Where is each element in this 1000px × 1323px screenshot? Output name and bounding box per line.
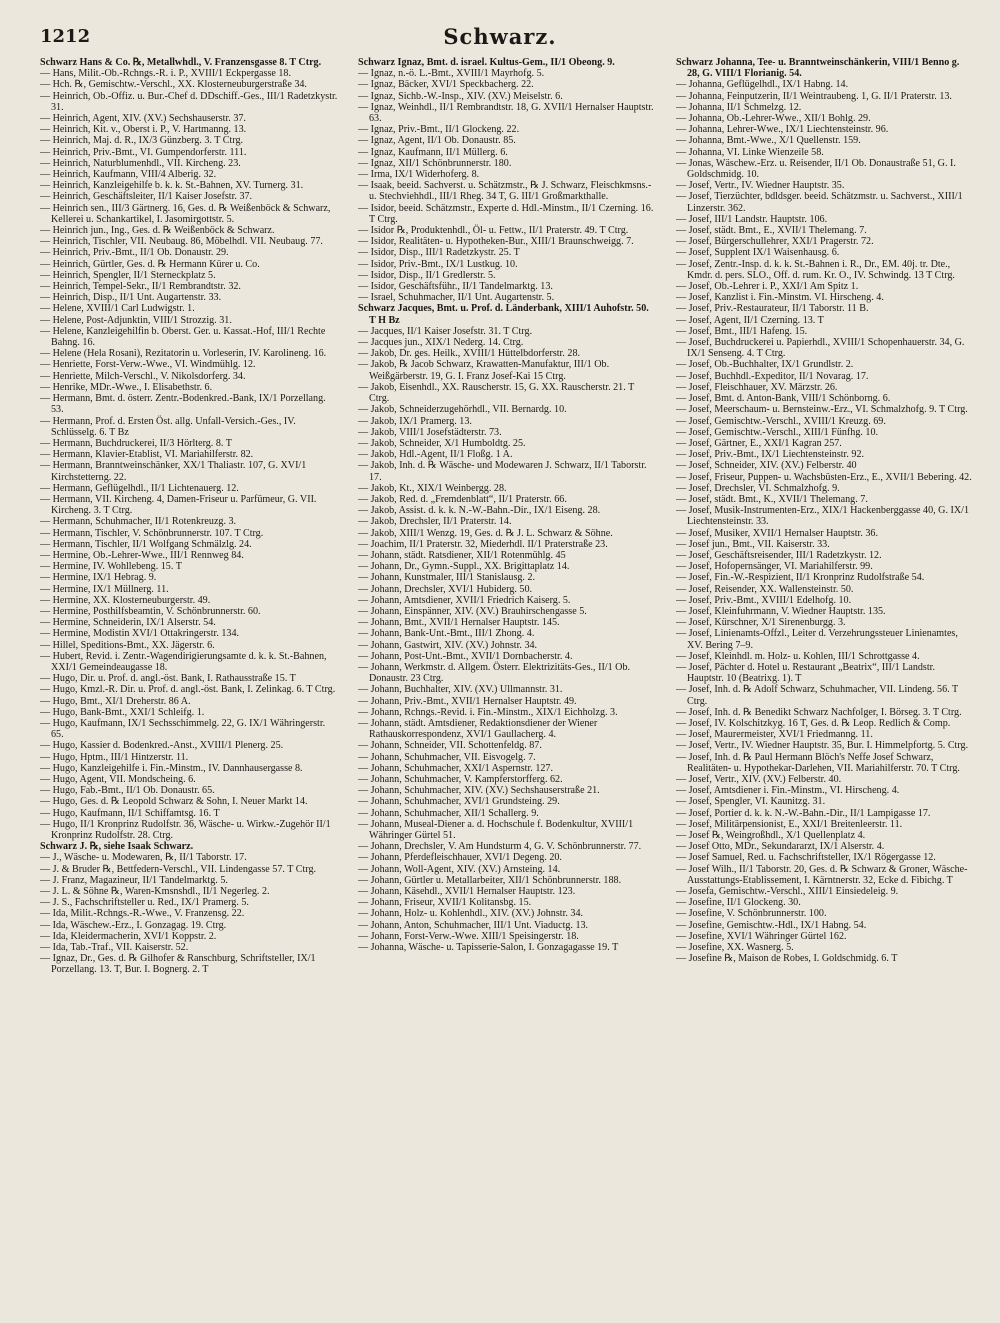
directory-entry: — Ignaz, Kaufmann, II/1 Müllerg. 6. xyxy=(358,146,508,158)
directory-entry: — Josef, Spengler, VI. Kaunitzg. 31. xyxy=(676,796,826,808)
directory-entry: — Josef ℞, Weingroßhdl., X/1 Quellenplatz 4. xyxy=(676,830,866,842)
directory-entry: — Hermann, Branntweinschänker, XX/1 Thaliastr. 107, G. XVI/1 Kirchstetterng. 22. xyxy=(40,460,307,483)
directory-entry: — Hermann, Tischler, V. Schönbrunnerstr. 107. T Ctrg. xyxy=(40,527,264,539)
directory-entry: — Josef, Bmt., III/1 Hafeng. 15. xyxy=(676,325,808,337)
directory-entry: — Heinrich, Geschäftsleiter, II/1 Kaiser Josefstr. 37. xyxy=(40,191,253,203)
directory-entry: — Hermann, Tischler, II/1 Wolfgang Schmälzlg. 24. xyxy=(40,538,252,550)
directory-entry: — Henriette, Milch-Verschl., V. Nikolsdorferg. 34. xyxy=(40,370,246,382)
directory-entry: — Israel, Schuhmacher, II/1 Unt. Augartenstr. 5. xyxy=(358,292,555,304)
directory-entry: — Ignaz, Agent, II/1 Ob. Donaustr. 85. xyxy=(358,135,516,147)
directory-entry: — Josef, Friseur, Puppen- u. Wachsbüsten-Erz., E., XVII/1 Bebering. 42. xyxy=(676,471,972,483)
directory-entry: — Jonas, Wäschew.-Erz. u. Reisender, II/1 Ob. Donaustraße 51, G. I. Goldschmidg. 10. xyxy=(676,157,956,181)
directory-column-2 xyxy=(358,57,656,1307)
directory-entry: — Josef, Kleinfuhrmann, V. Wiedner Hauptstr. 135. xyxy=(676,605,886,617)
directory-entry: — Josef, Buchhdl.-Expeditor, II/1 Novarag. 17. xyxy=(676,370,869,382)
directory-entry: — Hermann, Klavier-Etablist, VI. Mariahilferstr. 82. xyxy=(40,449,254,461)
directory-entry: — Josef, Pächter d. Hotel u. Restaurant „Beatrix“, III/1 Landstr. Hauptstr. 10 (Beatrixg. 1). T xyxy=(676,661,935,685)
directory-entry: — Hermine, XX. Klosterneuburgerstr. 49. xyxy=(40,594,211,606)
directory-entry: — Josef, Bmt. d. Anton-Bank, VIII/1 Schönborng. 6. xyxy=(676,393,891,405)
directory-entry: — Josef, Militärpensionist, E., XXI/1 Breitenleerstr. 11. xyxy=(676,818,903,830)
directory-entry: — Johann, Pferdefleischhauer, XVI/1 Degeng. 20. xyxy=(358,852,562,864)
directory-entry: — Josef jun., Bmt., VII. Kaiserstr. 33. xyxy=(676,538,830,550)
directory-entry: — Jakob, ℞ Jacob Schwarz, Krawatten-Manufaktur, III/1 Ob. Weißgärberstr. 19, G. I. Franz Josef-Kai 15 Ctrg. xyxy=(358,359,610,382)
directory-entry: — Josef, Fin.-W.-Respizient, II/1 Kronprinz Rudolfstraße 54. xyxy=(676,572,925,584)
directory-entry: — Hermine, Schneiderin, IX/1 Alserstr. 54. xyxy=(40,617,216,629)
directory-entry: — Johann, städt. Amtsdiener, Redaktionsdiener der Wiener Rathauskorrespondenz, XVI/1 Gaullacherg. 4. xyxy=(358,717,598,741)
directory-entry: — Hermann, Bmt. d. österr. Zentr.-Bodenkred.-Bank, IX/1 Porzellang. 53. xyxy=(40,393,326,416)
directory-entry: — Johanna, Lehrer-Wwe., IX/1 Liechtensteinstr. 96. xyxy=(676,124,889,136)
directory-entry: — Johanna, Ob.-Lehrer-Wwe., XII/1 Bohlg. 29. xyxy=(676,113,871,125)
directory-entry: — Ignaz, Bäcker, XVI/1 Speckbacherg. 22. xyxy=(358,79,534,91)
directory-entry: — Johann, Schuhmacher, XIV. (XV.) Sechshauserstraße 21. xyxy=(358,785,600,797)
directory-entry: — Jakob, Drechsler, II/1 Praterstr. 14. xyxy=(358,516,512,528)
directory-entry: — Johann, Bmt., XVII/1 Hernalser Hauptstr. 145. xyxy=(358,617,560,629)
directory-entry: — Josef, Maurermeister, XVI/1 Friedmanng. 11. xyxy=(676,729,873,741)
directory-entry: — Johanna, II/1 Schmelzg. 12. xyxy=(676,101,802,113)
directory-entry: — Ida, Tab.-Traf., VII. Kaiserstr. 52. xyxy=(40,942,189,954)
directory-entry: — Johann, Schuhmacher, XVI/1 Grundsteing. 29. xyxy=(358,796,560,808)
page-header xyxy=(40,24,960,52)
directory-entry: — Heinrich, Tempel-Sekr., II/1 Rembrandtstr. 32. xyxy=(40,281,241,293)
directory-entry: — Johann, Bank-Unt.-Bmt., III/1 Zhong. 4. xyxy=(358,628,535,640)
directory-entry: — Josef, Supplent IX/1 Waisenhausg. 6. xyxy=(676,247,840,259)
directory-entry: — Isidor, beeid. Schätzmstr., Experte d. Hdl.-Minstm., II/1 Czerning. 16. T Ctrg. xyxy=(358,202,654,225)
directory-column-1 xyxy=(40,57,338,1307)
directory-entry: — Johann, Gürtler u. Metallarbeiter, XII/1 Schönbrunnerstr. 188. xyxy=(358,874,622,886)
directory-entry: — Johann, Buchhalter, XIV. (XV.) Ullmannstr. 31. xyxy=(358,684,563,696)
directory-entry: — Josef, Geschäftsreisender, III/1 Radetzkystr. 12. xyxy=(676,549,882,561)
directory-entry: — Hans, Milit.-Ob.-Rchngs.-R. i. P., XVIII/1 Eckpergasse 18. xyxy=(40,68,292,80)
directory-entry: — Jakob, Eisenhdl., XX. Rauscherstr. 15, G. XX. Rauscherstr. 21. T Ctrg. xyxy=(358,381,635,405)
directory-entry: — Josefine, Gemischtw.-Hdl., IX/1 Habng. 54. xyxy=(676,919,867,931)
directory-entry: — Hugo, Dir. u. Prof. d. angl.-öst. Bank, I. Rathausstraße 15. T xyxy=(40,673,296,685)
directory-entry: — Josefa, Gemischtw.-Verschl., XIII/1 Einsiedeleig. 9. xyxy=(676,886,899,898)
directory-entry: — Hermann, Schuhmacher, II/1 Rotenkreuzg. 3. xyxy=(40,516,237,528)
directory-entry: — Josef, IV. Kolschitzkyg. 16 T, Ges. d. ℞ Leop. Redlich & Comp. xyxy=(676,717,951,729)
directory-entry: — Hugo, II/1 Kronprinz Rudolfstr. 36, Wäsche- u. Wirkw.-Zugehör II/1 Kronprinz Rudolfstr. 28. Ctrg. xyxy=(40,818,331,842)
directory-entry: — Josef, Hofopernsänger, VI. Mariahilferstr. 99. xyxy=(676,561,873,573)
directory-entry: — Johanna, Geflügelhdl., IX/1 Habng. 14. xyxy=(676,79,849,91)
directory-entry: — J. Franz, Magazineur, II/1 Tandelmarktg. 5. xyxy=(40,874,228,886)
directory-entry: — Johann, Kunstmaler, III/1 Stanislausg. 2. xyxy=(358,572,536,584)
directory-entry: — Johann, Dr., Gymn.-Suppl., XX. Brigittaplatz 14. xyxy=(358,561,570,573)
directory-entry: — J. & Bruder ℞, Bettfedern-Verschl., VII. Lindengasse 57. T Ctrg. xyxy=(40,863,317,875)
directory-entry: — Hugo, Kassier d. Bodenkred.-Anst., XVIII/1 Plenerg. 25. xyxy=(40,740,284,752)
directory-entry: — Josef, Kleinhdl. m. Holz- u. Kohlen, III/1 Schrottgasse 4. xyxy=(676,650,920,662)
directory-entry: — Helene, XVIII/1 Carl Ludwigstr. 1. xyxy=(40,303,195,315)
directory-entry: — Josef, III/1 Landstr. Hauptstr. 106. xyxy=(676,213,828,225)
directory-entry: — Johanna, Bmt.-Wwe., X/1 Quellenstr. 159. xyxy=(676,135,861,147)
directory-entry: — Ignaz, n.-ö. L.-Bmt., XVIII/1 Mayrhofg. 5. xyxy=(358,68,545,80)
directory-entry: — Josef, Buchdruckerei u. Papierhdl., XVIII/1 Schopenhauerstr. 34, G. IX/1 Senseng. 4. T Ctrg. xyxy=(676,337,965,360)
directory-entry: — Jakob, Red. d. „Fremdenblatt“, II/1 Praterstr. 66. xyxy=(358,493,567,505)
directory-entry: — Johann, Museal-Diener a. d. Hochschule f. Bodenkultur, XVIII/1 Währinger Gürtel 51. xyxy=(358,818,634,842)
directory-entry: — Heinrich, Tischler, VII. Neubaug. 86, Möbelhdl. VII. Neubaug. 77. xyxy=(40,236,323,248)
directory-entry: — Isidor, Disp., II/1 Gredlerstr. 5. xyxy=(358,269,496,281)
directory-entry: — Josef, Portier d. k. k. N.-W.-Bahn.-Dir., II/1 Lampigasse 17. xyxy=(676,807,931,819)
directory-entry: — Josef, Vertr., IV. Wiedner Hauptstr. 35, Bur. I. Himmelpfortg. 5. Ctrg. xyxy=(676,740,969,752)
directory-entry: — Hugo, Bank-Bmt., XXI/1 Schleifg. 1. xyxy=(40,706,205,718)
directory-entry: — Johann, Schuhmacher, V. Kampferstorfferg. 62. xyxy=(358,774,563,785)
directory-entry: — Heinrich, Naturblumenhdl., VII. Kircheng. 23. xyxy=(40,157,241,169)
directory-entry: — Josef, Musik-Instrumenten-Erz., XIX/1 Hackenberggasse 40, G. IX/1 Liechtensteinstr. 33. xyxy=(676,505,970,528)
directory-entry: — Hermine, Posthilfsbeamtin, V. Schönbrunnerstr. 60. xyxy=(40,605,261,617)
directory-entry: — Irma, IX/1 Widerhoferg. 8. xyxy=(358,169,480,181)
directory-entry: — Josef, Kürschner, X/1 Sirenenburgg. 3. xyxy=(676,617,846,629)
directory-entry: — J., Wäsche- u. Modewaren, ℞, II/1 Taborstr. 17. xyxy=(40,852,247,864)
directory-entry: — Hermann, Buchdruckerei, II/3 Hörlterg. 8. T xyxy=(40,437,232,449)
directory-entry: — Josef, Bürgerschullehrer, XXI/1 Pragerstr. 72. xyxy=(676,236,874,248)
directory-columns xyxy=(40,57,975,1307)
directory-entry: — Helene (Hela Rosani), Rezitatorin u. Vorleserin, IV. Karolineng. 16. xyxy=(40,348,327,360)
directory-entry: — Jakob, Hdl.-Agent, II/1 Floßg. 1 A. xyxy=(358,449,513,461)
directory-entry: — Heinrich, Agent, XIV. (XV.) Sechshauserstr. 37. xyxy=(40,113,246,125)
directory-entry: — Johann, Gastwirt, XIV. (XV.) Johnstr. 34. xyxy=(358,639,538,651)
directory-entry: — Johann, Anton, Schuhmacher, III/1 Unt. Viaductg. 13. xyxy=(358,919,589,931)
directory-entry: — Josef Samuel, Red. u. Fachschriftsteller, IX/1 Rögergasse 12. xyxy=(676,852,936,864)
directory-entry: — Hugo, Kmzl.-R. Dir. u. Prof. d. angl.-öst. Bank, I. Zelinkag. 6. T Ctrg. xyxy=(40,684,336,696)
directory-entry: — Johann, Forst-Verw.-Wwe. XIII/1 Speisingerstr. 18. xyxy=(358,930,579,942)
directory-entry: — Josef, Vertr., IV. Wiedner Hauptstr. 35. xyxy=(676,180,845,192)
page-number: 1212 xyxy=(40,26,91,47)
directory-entry: — Ignaz, Weinhdl., II/1 Rembrandtstr. 18, G. XVII/1 Hernalser Hauptstr. 63. xyxy=(358,101,654,125)
directory-entry: — Helene, Kanzleigehilfin b. Oberst. Ger. u. Kassat.-Hof, III/1 Rechte Bahng. 16. xyxy=(40,325,326,349)
directory-entry: — Josef, Vertr., XIV. (XV.) Felberstr. 40. xyxy=(676,774,842,785)
directory-entry: — Josef, Priv.-Bmt., XVIII/1 Edelhofg. 10. xyxy=(676,594,852,606)
directory-entry: — Johann, Priv.-Bmt., XVII/1 Hernalser Hauptstr. 49. xyxy=(358,695,577,707)
directory-entry: — Ignaz, Sichb.-W.-Insp., XIV. (XV.) Meiselstr. 6. xyxy=(358,90,563,102)
directory-entry: Schwarz Jacques, Bmt. u. Prof. d. Länderbank, XIII/1 Auhofstr. 50. T H Bz xyxy=(358,303,649,326)
directory-column-3 xyxy=(676,57,974,1307)
directory-entry: — Josef Wilh., II/1 Taborstr. 20, Ges. d. ℞ Schwarz & Groner, Wäsche-Ausstattungs-Etablissement, I. Kärntnerstr. 32, Ecke d. Fibichg. T xyxy=(676,863,968,886)
directory-entry: — Josef, Gärtner, E., XXI/1 Kagran 257. xyxy=(676,437,842,449)
directory-entry: — Johann, Drechsler, V. Am Hundsturm 4, G. V. Schönbrunnerstr. 77. xyxy=(358,841,642,853)
directory-entry: — Johann, Woll-Agent, XIV. (XV.) Arnsteing. 14. xyxy=(358,863,561,875)
directory-entry: — Heinrich, Priv.-Bmt., II/1 Ob. Donaustr. 29. xyxy=(40,247,229,259)
directory-entry: — Hch. ℞, Gemischtw.-Verschl., XX. Klosterneuburgerstraße 34. xyxy=(40,79,307,91)
directory-entry: — Heinrich jun., Ing., Ges. d. ℞ Weißenböck & Schwarz. xyxy=(40,225,275,237)
directory-entry: — Hugo, Kaufmann, IX/1 Sechsschimmelg. 22, G. IX/1 Währingerstr. 65. xyxy=(40,717,326,741)
directory-entry: — Johann, Rchngs.-Revid. i. Fin.-Minstm., XIX/1 Eichholzg. 3. xyxy=(358,706,618,718)
directory-entry: — Isaak, beeid. Sachverst. u. Schätzmstr., ℞ J. Schwarz, Fleischkmsns.- u. Stechviehhdl., III/1 Rheg. 34 T, G. III/1 Großmarkthalle. xyxy=(358,180,652,203)
directory-entry: — Josef, Tierzüchter, bdldsger. beeid. Schätzmstr. u. Sachverst., XIII/1 Linzerstr. 362. xyxy=(676,191,963,214)
directory-entry: — Ida, Milit.-Rchngs.-R.-Wwe., V. Franzensg. 22. xyxy=(40,908,245,920)
directory-entry: — Hugo, Kanzleigehilfe i. Fin.-Minstm., IV. Dannhausergasse 8. xyxy=(40,762,303,774)
directory-entry: — Hugo, Bmt., XI/1 Dreherstr. 86 A. xyxy=(40,695,191,707)
directory-entry: — Jakob, XIII/1 Wenzg. 19, Ges. d. ℞ J. L. Schwarz & Söhne. xyxy=(358,527,613,539)
directory-entry: — Josef, Agent, II/1 Czerning. 13. T xyxy=(676,314,824,326)
directory-entry: — Henriette, Forst-Verw.-Wwe., VI. Windmühlg. 12. xyxy=(40,359,256,371)
directory-entry: — Josef, Schneider, XIV. (XV.) Felberstr. 40 xyxy=(676,460,857,472)
directory-entry: — Josef, Inh. d. ℞ Paul Hermann Blöch's Neffe Josef Schwarz, Realitäten- u. Hypothekar-Darlehen, VII. Mariahilferstr. 70. T Ctrg. xyxy=(676,751,960,774)
directory-entry: — Isidor, Disp., III/1 Radetzkystr. 25. T xyxy=(358,247,520,259)
directory-entry: — J. S., Fachschriftsteller u. Red., IX/1 Pramerg. 5. xyxy=(40,897,249,909)
directory-entry: — Isidor, Realitäten- u. Hypotheken-Bur., XIII/1 Braunschweigg. 7. xyxy=(358,236,634,248)
directory-entry: — Hermann, Geflügelhdl., II/1 Lichtenauerg. 12. xyxy=(40,482,239,494)
directory-entry: — Josef, Priv.-Restaurateur, II/1 Taborstr. 11 B. xyxy=(676,303,869,315)
directory-entry: — Heinrich, Kit. v., Oberst i. P., V. Hartmanng. 13. xyxy=(40,124,247,136)
directory-entry: — Ignaz, Priv.-Bmt., II/1 Glockeng. 22. xyxy=(358,124,520,136)
directory-entry: — Heinrich, Kanzleigehilfe b. k. k. St.-Bahnen, XV. Turnerg. 31. xyxy=(40,180,304,192)
directory-entry: — Isidor, Priv.-Bmt., IX/1 Lustkug. 10. xyxy=(358,258,518,270)
directory-entry: — Johann, Holz- u. Kohlenhdl., XIV. (XV.) Johnstr. 34. xyxy=(358,908,584,920)
directory-entry: — Hugo, Agent, VII. Mondscheing. 6. xyxy=(40,774,196,785)
directory-entry: — Josef, Meerschaum- u. Bernsteinw.-Erz., VI. Schmalzhofg. 9. T Ctrg. xyxy=(676,404,968,416)
directory-entry: — Ignaz, Dr., Ges. d. ℞ Gilhofer & Ranschburg, Schriftsteller, IX/1 Porzellang. 13. T, Bur. I. Bognerg. 2. T xyxy=(40,953,316,976)
directory-entry: — Josef, Gemischtw.-Verschl., XIII/1 Fünfhg. 10. xyxy=(676,426,879,438)
directory-entry: — Josef, städt. Bmt., K., XVII/1 Thelemang. 7. xyxy=(676,493,868,505)
directory-entry: — Josefine, XX. Wasnerg. 5. xyxy=(676,942,794,954)
directory-entry: Schwarz Hans & Co. ℞, Metallwhdl., V. Franzensgasse 8. T Ctrg. xyxy=(40,57,322,68)
directory-entry: — Hillel, Speditions-Bmt., XX. Jägerstr. 6. xyxy=(40,639,215,651)
directory-entry: — Johann, Schuhmacher, XXI/1 Aspernstr. 127. xyxy=(358,762,553,774)
directory-entry: — Helene, Post-Adjunktin, VIII/1 Strozzig. 31. xyxy=(40,314,232,326)
directory-entry: — Hermine, IX/1 Hebrag. 9. xyxy=(40,572,157,584)
directory-entry: Schwarz Ignaz, Bmt. d. israel. Kultus-Gem., II/1 Obeong. 9. xyxy=(358,57,615,68)
directory-entry: — Johann, Schneider, VII. Schottenfeldg. 87. xyxy=(358,740,542,752)
directory-entry: — Josef, Inh. d. ℞ Benedikt Schwarz Nachfolger, I. Börseg. 3. T Ctrg. xyxy=(676,706,962,718)
directory-entry: — Heinrich, Gürtler, Ges. d. ℞ Hermann Kürer u. Co. xyxy=(40,258,260,270)
directory-entry: — Josef, Ob.-Buchhalter, IX/1 Grundlstr. 2. xyxy=(676,359,854,371)
directory-entry: — Johann, städt. Ratsdiener, XII/1 Rotenmühlg. 45 xyxy=(358,549,566,561)
directory-entry: — Joachim, II/1 Praterstr. 32, Miederhdl. II/1 Praterstraße 23. xyxy=(358,538,608,550)
directory-entry: — Johanna, Feinputzerin, II/1 Weintraubeng. 1, G. II/1 Praterstr. 13. xyxy=(676,90,952,102)
directory-entry: — Josef, Drechsler, VI. Schmalzhofg. 9. xyxy=(676,482,840,494)
directory-entry: — Jakob, Schneider, X/1 Humboldtg. 25. xyxy=(358,437,526,449)
directory-entry: — Josef, Priv.-Bmt., IX/1 Liechtensteinstr. 92. xyxy=(676,449,865,461)
directory-entry: — Josef, Kanzlist i. Fin.-Minstm. VI. Hirscheng. 4. xyxy=(676,292,884,304)
directory-entry: — Ignaz, XII/1 Schönbrunnerstr. 180. xyxy=(358,157,512,169)
directory-entry: — Josefine, XVI/1 Währinger Gürtel 162. xyxy=(676,930,847,942)
directory-entry: — Jakob, Kt., XIX/1 Weinbergg. 28. xyxy=(358,482,507,494)
directory-entry: — Johann, Amtsdiener, XVII/1 Friedrich Kaiserg. 5. xyxy=(358,594,571,606)
directory-entry: — Johann, Einspänner, XIV. (XV.) Brauhirschengasse 5. xyxy=(358,605,587,617)
directory-entry: — Josef, städt. Bmt., E., XVII/1 Thelemang. 7. xyxy=(676,225,867,237)
directory-entry: — Hugo, Hptm., III/1 Hintzerstr. 11. xyxy=(40,751,189,763)
directory-entry: — Isidor, Geschäftsführ., II/1 Tandelmarktg. 13. xyxy=(358,281,553,293)
directory-entry: — Jakob, VIII/1 Josefstädterstr. 73. xyxy=(358,426,502,438)
directory-entry: — Johanna, Wäsche- u. Tapisserie-Salon, I. Gonzagagasse 19. T xyxy=(358,942,619,954)
directory-entry: Schwarz J. ℞, siehe Isaak Schwarz. xyxy=(40,841,194,853)
directory-entry: — Josef, Fleischhauer, XV. Märzstr. 26. xyxy=(676,381,838,393)
directory-entry: — Johanna, VI. Linke Wienzeile 58. xyxy=(676,146,824,158)
directory-entry: — J. L. & Söhne ℞, Waren-Kmsnshdl., II/1 Negerleg. 2. xyxy=(40,886,270,898)
directory-entry: — Hermine, IX/1 Müllnerg. 11. xyxy=(40,583,169,595)
directory-entry: — Hermine, Modistin XVI/1 Ottakringerstr. 134. xyxy=(40,628,240,640)
directory-entry: — Johann, Drechsler, XVI/1 Hubiderg. 50. xyxy=(358,583,533,595)
directory-entry: — Josefine, V. Schönbrunnerstr. 100. xyxy=(676,908,827,920)
directory-entry: — Johann, Schuhmacher, XII/1 Schallerg. 9. xyxy=(358,807,539,819)
directory-entry: — Heinrich, Maj. d. R., IX/3 Günzberg. 3. T Ctrg. xyxy=(40,135,244,147)
directory-entry: — Josef, Gemischtw.-Verschl., XVIII/1 Kreuzg. 69. xyxy=(676,415,886,427)
directory-entry: — Josef, Musiker, XVII/1 Hernalser Hauptstr. 36. xyxy=(676,527,878,539)
directory-entry: — Josef, Amtsdiener i. Fin.-Minstm., VI. Hirscheng. 4. xyxy=(676,785,900,797)
directory-entry: — Johann, Werkmstr. d. Allgem. Österr. Elektrizitäts-Ges., II/1 Ob. Donaustr. 23 Ctrg. xyxy=(358,661,631,685)
directory-entry: — Heinrich, Priv.-Bmt., VI. Gumpendorferstr. 111. xyxy=(40,146,247,158)
directory-entry: — Hugo, Kaufmann, II/1 Schiffamtsg. 16. T xyxy=(40,807,220,819)
directory-entry: — Isidor ℞, Produktenhdl., Öl- u. Fettw., II/1 Praterstr. 49. T Ctrg. xyxy=(358,225,629,237)
directory-entry: — Heinrich, Spengler, II/1 Sterneckplatz 5. xyxy=(40,269,216,281)
directory-entry: — Johann, Friseur, XVII/1 Kolitansbg. 15. xyxy=(358,897,532,909)
directory-entry: — Jakob, Inh. d. ℞ Wäsche- und Modewaren J. Schwarz, II/1 Taborstr. 17. xyxy=(358,460,647,483)
directory-entry: — Jakob, Schneiderzugehörhdl., VII. Bernardg. 10. xyxy=(358,404,567,416)
directory-entry: — Johann, Post-Unt.-Bmt., XVII/1 Dornbacherstr. 4. xyxy=(358,650,573,662)
directory-entry: — Josef Otto, MDr., Sekundararzt, IX/1 Alserstr. 4. xyxy=(676,841,885,853)
directory-entry: — Jakob, IX/1 Pramerg. 13. xyxy=(358,415,472,427)
directory-entry: — Heinrich, Disp., II/1 Unt. Augartenstr. 33. xyxy=(40,292,222,304)
page-title: Schwarz. xyxy=(443,24,557,49)
directory-entry: — Hermine, Ob.-Lehrer-Wwe., III/1 Rennweg 84. xyxy=(40,549,244,561)
directory-entry: — Heinrich, Kaufmann, VIII/4 Alberig. 32. xyxy=(40,169,217,181)
directory-entry: — Josef, Inh. d. ℞ Adolf Schwarz, Schuhmacher, VII. Lindeng. 56. T Ctrg. xyxy=(676,684,958,707)
directory-entry: — Josef, Reisender, XX. Wallensteinstr. 50. xyxy=(676,583,854,595)
directory-entry: — Jacques, II/1 Kaiser Josefstr. 31. T Ctrg. xyxy=(358,325,533,337)
directory-entry: — Ida, Wäschew.-Erz., I. Gonzagag. 19. Ctrg. xyxy=(40,919,227,931)
directory-entry: — Hermann, Prof. d. Ersten Öst. allg. Unfall-Versich.-Ges., IV. Schlüsselg. 6. T Bz xyxy=(40,415,296,438)
directory-entry: Schwarz Johanna, Tee- u. Branntweinschänkerin, VIII/1 Benno g. 28, G. VIII/1 Florianig. 54. xyxy=(676,57,960,80)
directory-entry: — Jakob, Dr. ges. Heilk., XVIII/1 Hüttelbdorferstr. 28. xyxy=(358,348,581,360)
directory-entry: — Jakob, Assist. d. k. k. N.-W.-Bahn.-Dir., IX/1 Eiseng. 28. xyxy=(358,505,601,517)
directory-entry: — Heinrich, Ob.-Offiz. u. Bur.-Chef d. DDschiff.-Ges., III/1 Radetzkystr. 31. xyxy=(40,90,338,113)
directory-entry: — Johann, Schuhmacher, VII. Eisvogelg. 7. xyxy=(358,751,536,763)
directory-entry: — Josef, Ob.-Lehrer i. P., XXI/1 Am Spitz 1. xyxy=(676,281,859,293)
directory-entry: — Heinrich sen., III/3 Gärtnerg. 16, Ges. d. ℞ Weißenböck & Schwarz, Kellerei u. Schankartikel, I. Jasomirgottstr. 5. xyxy=(40,202,331,225)
directory-entry: — Johann, Käsehdl., XVII/1 Hernalser Hauptstr. 123. xyxy=(358,886,576,898)
directory-entry: — Hugo, Fab.-Bmt., II/1 Ob. Donaustr. 65. xyxy=(40,785,215,797)
directory-entry: — Josefine, II/1 Glockeng. 30. xyxy=(676,897,801,909)
directory-entry: — Ida, Kleidermacherin, XVI/1 Koppstr. 2. xyxy=(40,930,217,942)
directory-entry: — Henrike, MDr.-Wwe., I. Elisabethstr. 6. xyxy=(40,381,213,393)
directory-entry: — Jacques jun., XIX/1 Nederg. 14. Ctrg. xyxy=(358,337,524,349)
directory-entry: — Hermine, IV. Wohllebeng. 15. T xyxy=(40,561,182,573)
directory-entry: — Josef, Linienamts-Offzl., Leiter d. Verzehrungssteuer Linienamtes, XV. Bering 7–9. xyxy=(676,628,958,651)
directory-entry: — Josef, Zentr.-Insp. d. k. k. St.-Bahnen i. R., Dr., EM. 40j. tr. Dte., Kmdr. d. pers. SLO., Off. d. rum. Kr. O., IV. Schwindg. 13 T Ctrg. xyxy=(676,258,955,281)
directory-entry: — Hugo, Ges. d. ℞ Leopold Schwarz & Sohn, I. Neuer Markt 14. xyxy=(40,796,308,808)
directory-entry: — Josefine ℞, Maison de Robes, I. Goldschmidg. 6. T xyxy=(676,953,898,965)
directory-entry: — Hermann, VII. Kircheng. 4, Damen-Friseur u. Parfümeur, G. VII. Kircheng. 3. T Ctrg. xyxy=(40,493,317,517)
directory-entry: — Hubert, Revid. i. Zentr.-Wagendirigierungsamte d. k. k. St.-Bahnen, XXI/1 Gemeindeaugasse 18. xyxy=(40,650,327,673)
